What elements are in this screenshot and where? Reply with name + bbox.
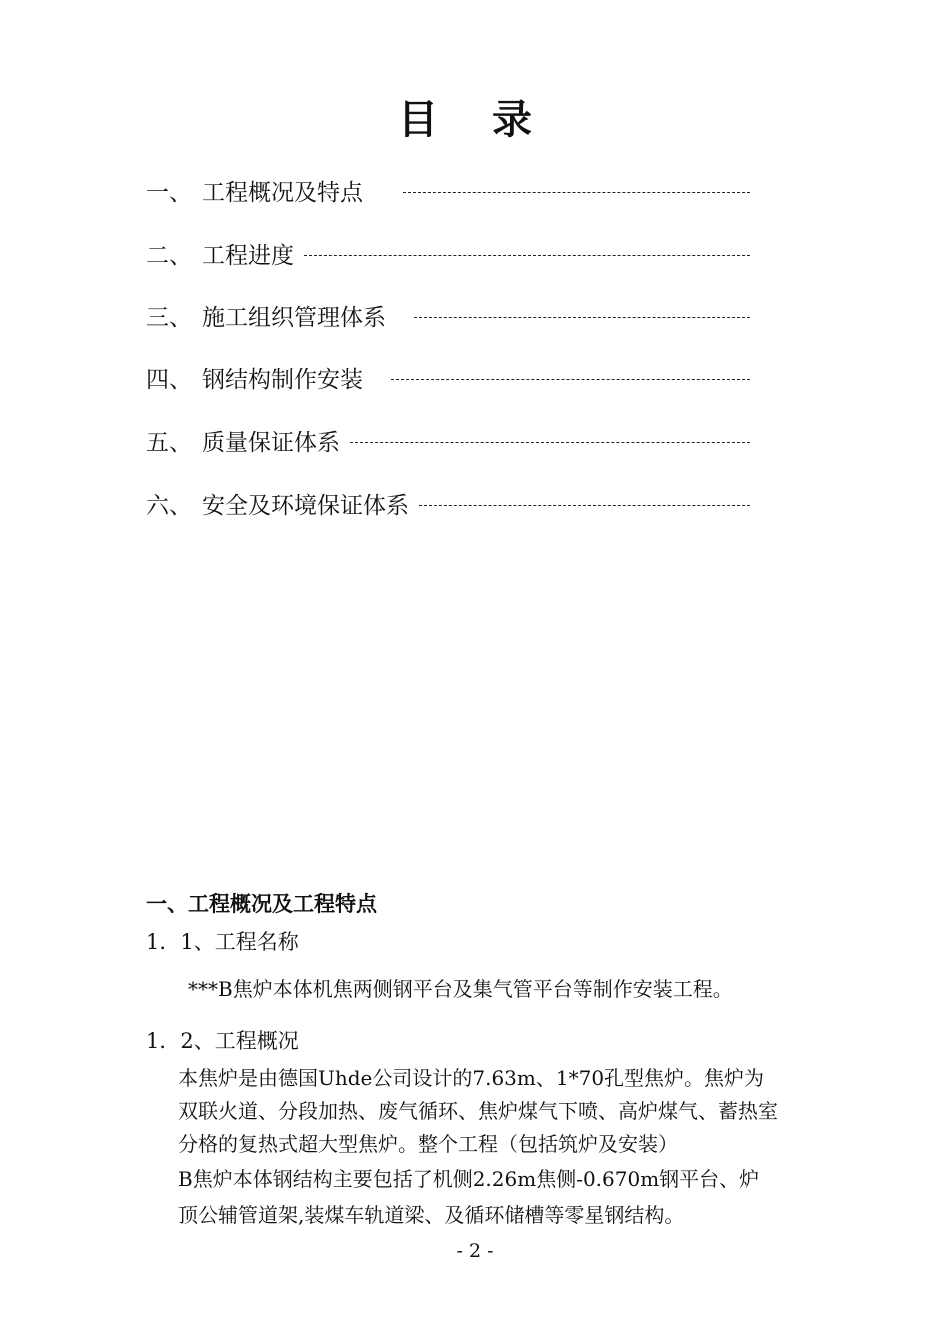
toc-number: 一、 xyxy=(146,179,192,206)
toc-entry-4[interactable] xyxy=(146,361,750,393)
toc-leader xyxy=(350,442,750,443)
toc-leader xyxy=(304,255,750,256)
toc-entry-5[interactable] xyxy=(146,424,750,456)
toc-number: 二、 xyxy=(146,242,192,269)
subsection-title-name: 1．1、工程名称 xyxy=(146,930,299,954)
subsection-title-overview: 1．2、工程概况 xyxy=(146,1029,299,1053)
page-title: 目 录 xyxy=(398,97,552,143)
toc-number: 三、 xyxy=(146,304,192,331)
toc-number: 六、 xyxy=(146,492,192,519)
project-name-text: ***B焦炉本体机焦两侧钢平台及集气管平台等制作安装工程。 xyxy=(188,977,733,1001)
page-number: - 2 - xyxy=(456,1240,494,1262)
toc-leader xyxy=(403,192,750,193)
toc-label: 工程进度 xyxy=(202,242,294,269)
toc-leader xyxy=(391,379,750,380)
toc-label: 施工组织管理体系 xyxy=(202,304,386,331)
toc-entry-6[interactable] xyxy=(146,487,750,519)
toc-label: 钢结构制作安装 xyxy=(202,366,363,393)
toc-entry-2[interactable] xyxy=(146,237,750,269)
toc-leader xyxy=(419,505,750,506)
section-heading: 一、工程概况及工程特点 xyxy=(146,892,377,916)
toc-label: 质量保证体系 xyxy=(202,429,340,456)
toc-entry-1[interactable] xyxy=(146,174,750,206)
toc-number: 五、 xyxy=(146,429,192,456)
overview-line-5: 顶公辅管道架,装煤车轨道梁、及循环储槽等零星钢结构。 xyxy=(178,1203,685,1227)
toc-label: 安全及环境保证体系 xyxy=(202,492,409,519)
toc-leader xyxy=(414,317,750,318)
overview-line-1: 本焦炉是由德国Uhde公司设计的7.63m、1*70孔型焦炉。焦炉为 xyxy=(178,1066,765,1090)
overview-line-4: B焦炉本体钢结构主要包括了机侧2.26m焦侧-0.670m钢平台、炉 xyxy=(178,1167,760,1191)
toc-entry-3[interactable] xyxy=(146,299,750,331)
overview-line-3: 分格的复热式超大型焦炉。整个工程（包括筑炉及安装） xyxy=(178,1132,678,1156)
toc-label: 工程概况及特点 xyxy=(202,179,363,206)
overview-line-2: 双联火道、分段加热、废气循环、焦炉煤气下喷、高炉煤气、蓄热室 xyxy=(178,1099,778,1123)
toc-number: 四、 xyxy=(146,366,192,393)
